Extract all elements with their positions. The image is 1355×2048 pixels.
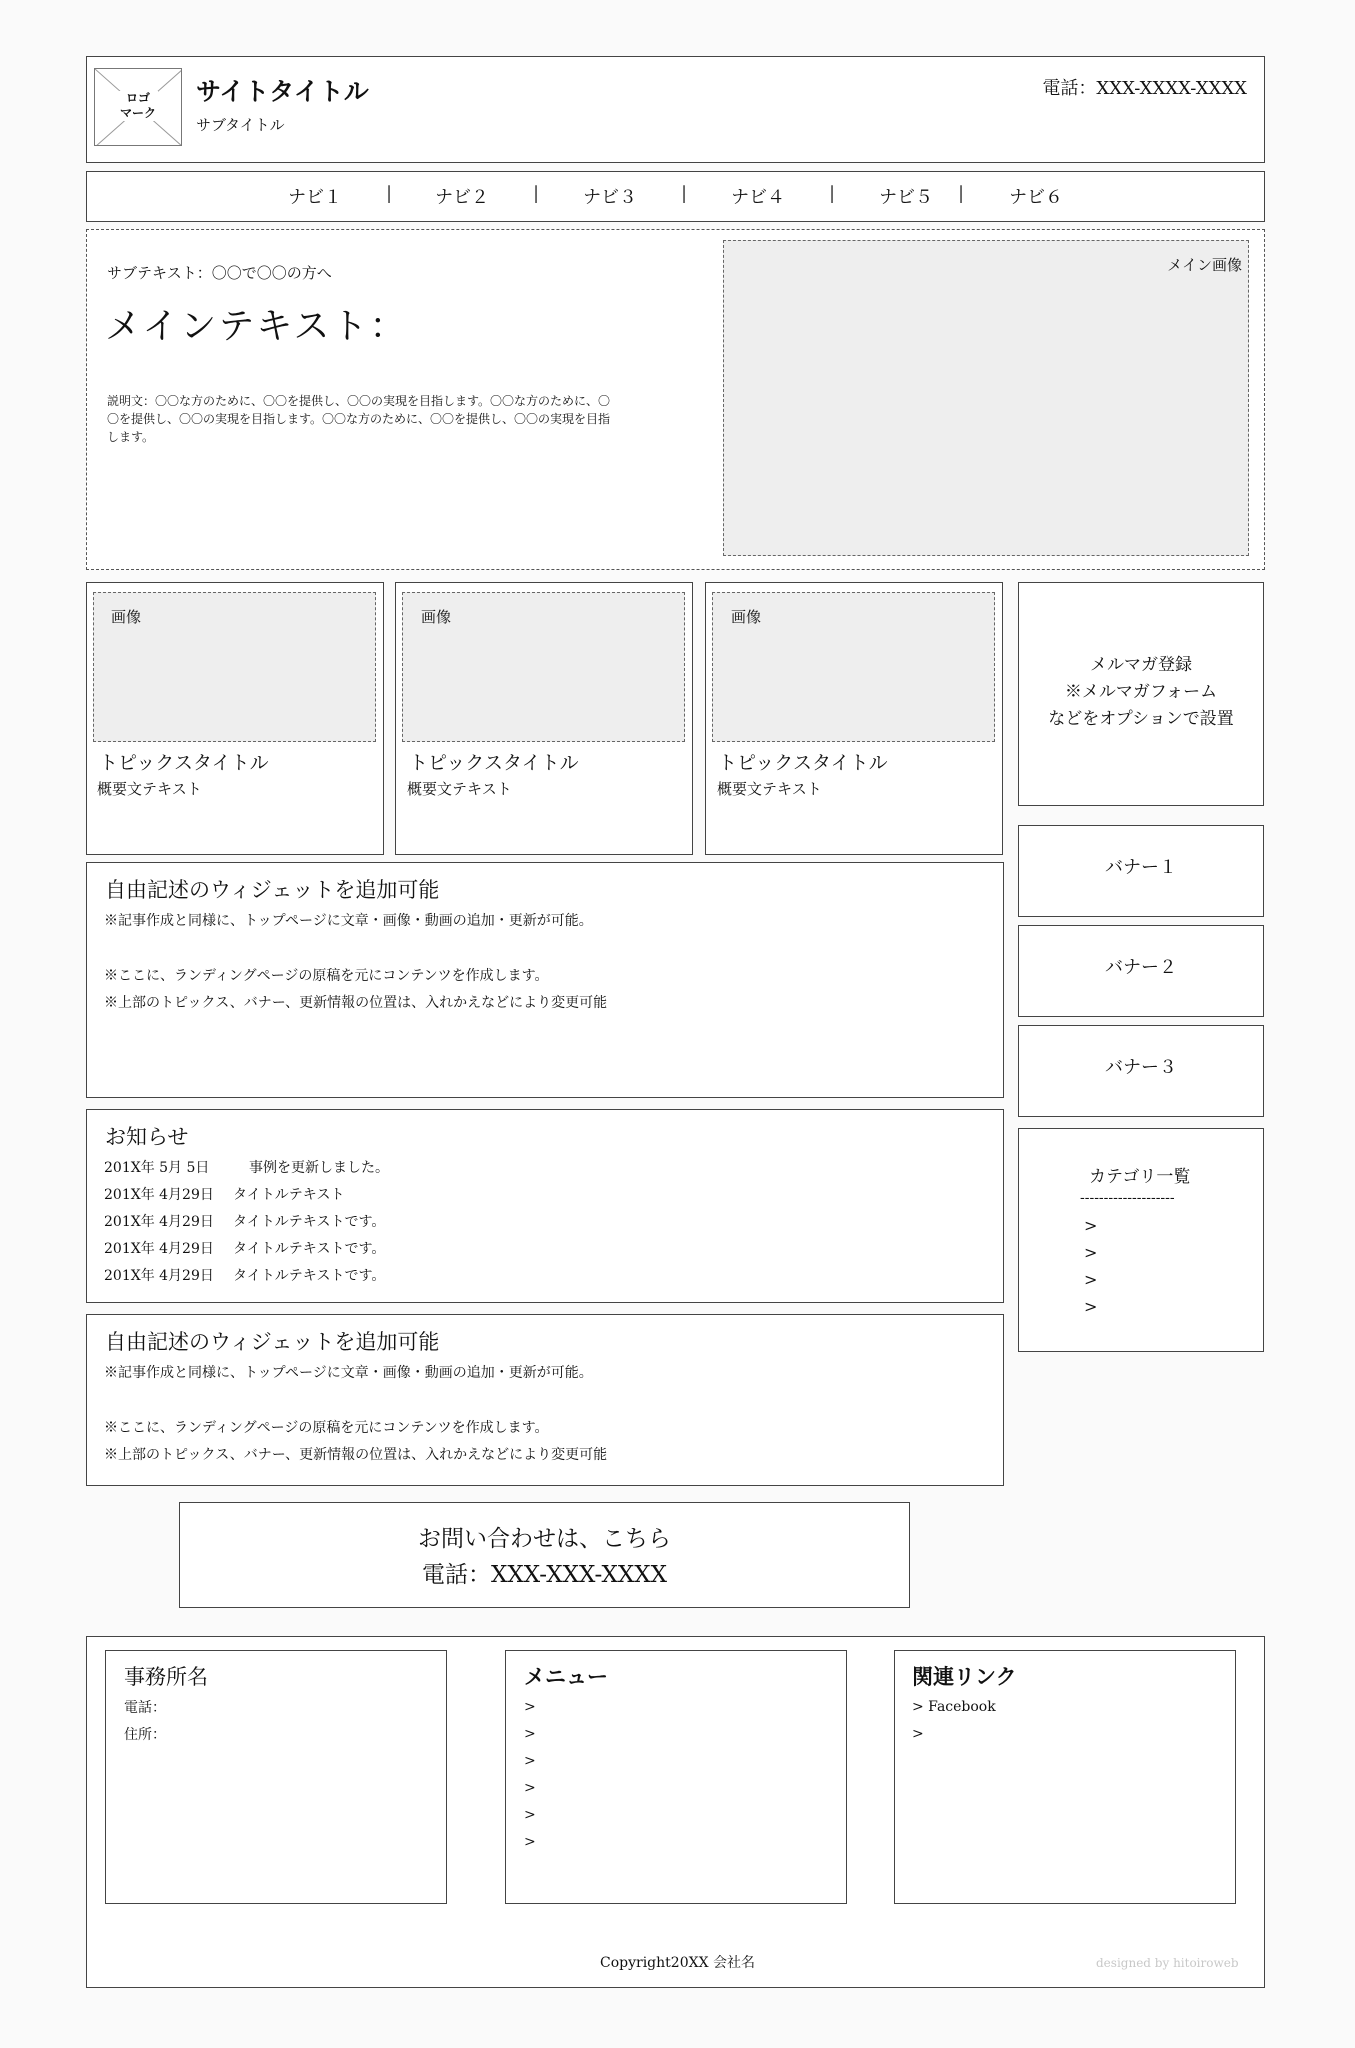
footer-menu-item[interactable]: > [524, 1834, 536, 1850]
footer-menu-title: メニュー [524, 1664, 608, 1689]
newsletter-line: などをオプションで設置 [1048, 709, 1234, 729]
news-title: お知らせ [105, 1125, 189, 1149]
footer-menu-list [524, 1694, 536, 1856]
category-item[interactable]: > [1084, 1297, 1098, 1316]
category-item[interactable]: > [1084, 1270, 1098, 1289]
nav-separator: | [533, 183, 540, 204]
hero-description-line: 説明文：〇〇な方のために、〇〇を提供し、〇〇の実現を目指します。〇〇な方のために、〇 [107, 394, 611, 408]
nav-separator: | [829, 183, 836, 204]
main-image[interactable] [723, 240, 1249, 556]
footer-link-item[interactable]: > [912, 1726, 924, 1742]
widget-title: 自由記述のウィジェットを追加可能 [105, 878, 440, 902]
footer-menu-item[interactable]: > [524, 1699, 536, 1715]
news-item-title[interactable]: タイトルテキスト [233, 1187, 345, 1203]
category-title: カテゴリ一覧 [1089, 1167, 1191, 1187]
newsletter-text [1018, 652, 1264, 733]
topic-summary: 概要文テキスト [717, 780, 822, 798]
banner-1-label: バナー１ [1105, 857, 1177, 878]
hero-subtext: サブテキスト：〇〇で〇〇の方へ [107, 264, 332, 282]
office-phone: 電話： [124, 1700, 166, 1716]
topic-title[interactable]: トピックスタイトル [409, 752, 579, 774]
widget-text-line: ※上部のトピックス、バナー、更新情報の位置は、入れかえなどにより変更可能 [104, 1447, 608, 1463]
global-nav [86, 171, 1265, 222]
widget-text-line: ※記事作成と同様に、トップページに文章・画像・動画の追加・更新が可能。 [104, 1365, 593, 1381]
logo-mark[interactable] [94, 68, 182, 146]
widget-text-line: ※ここに、ランディングページの原稿を元にコンテンツを作成します。 [104, 1420, 549, 1436]
nav-item-3[interactable]: ナビ３ [583, 187, 637, 208]
news-item-title[interactable]: タイトルテキストです。 [233, 1268, 386, 1284]
contact-box[interactable] [179, 1502, 910, 1608]
hero-description-line: します。 [107, 430, 155, 444]
nav-item-4[interactable]: ナビ４ [731, 187, 785, 208]
news-date: 201X年 5月 5日 [104, 1160, 210, 1176]
nav-item-6[interactable]: ナビ６ [1009, 187, 1063, 208]
footer-menu-item[interactable]: > [524, 1780, 536, 1796]
topic-image-label: 画像 [111, 608, 142, 626]
news-section [86, 1109, 1004, 1303]
newsletter-line: ※メルマガフォーム [1064, 682, 1218, 702]
topic-title[interactable]: トピックスタイトル [99, 752, 269, 774]
topic-image-label: 画像 [421, 608, 452, 626]
footer-links-list [912, 1694, 996, 1748]
contact-heading: お問い合わせは、こちら [418, 1526, 671, 1552]
topic-summary: 概要文テキスト [97, 780, 202, 798]
logo-text-line1: ロゴ [118, 91, 158, 106]
widget-title: 自由記述のウィジェットを追加可能 [105, 1330, 440, 1354]
topic-summary: 概要文テキスト [407, 780, 512, 798]
category-item[interactable]: > [1084, 1216, 1098, 1235]
news-item-title[interactable]: 事例を更新しました。 [249, 1160, 389, 1176]
designer-credit[interactable]: designed by hitoiroweb [1096, 1956, 1239, 1970]
footer-menu-item[interactable]: > [524, 1807, 536, 1823]
footer-links-title: 関連リンク [912, 1664, 1017, 1689]
banner-3-label: バナー３ [1105, 1057, 1177, 1078]
topic-title[interactable]: トピックスタイトル [718, 752, 888, 774]
copyright: Copyright20XX 会社名 [600, 1955, 755, 1971]
category-divider: -------------------- [1080, 1190, 1175, 1206]
widget-text-line: ※ここに、ランディングページの原稿を元にコンテンツを作成します。 [104, 968, 549, 984]
news-date: 201X年 4月29日 [104, 1268, 214, 1284]
hero-description-line: 〇を提供し、〇〇の実現を目指します。〇〇な方のために、〇〇を提供し、〇〇の実現を目指 [107, 412, 611, 426]
contact-phone: 電話：XXX-XXX-XXXX [421, 1562, 667, 1588]
main-image-label: メイン画像 [1167, 256, 1242, 274]
site-subtitle: サブタイトル [196, 116, 285, 134]
office-address: 住所： [124, 1727, 166, 1743]
widget-text-line: ※上部のトピックス、バナー、更新情報の位置は、入れかえなどにより変更可能 [104, 995, 608, 1011]
news-item-title[interactable]: タイトルテキストです。 [233, 1241, 386, 1257]
footer-link-facebook[interactable]: > Facebook [912, 1699, 996, 1715]
news-date: 201X年 4月29日 [104, 1214, 214, 1230]
office-name: 事務所名 [124, 1665, 208, 1689]
topic-image-label: 画像 [731, 608, 762, 626]
header-phone: 電話：XXX-XXXX-XXXX [1042, 78, 1247, 99]
nav-separator: | [681, 183, 688, 204]
category-item[interactable]: > [1084, 1243, 1098, 1262]
footer-menu-item[interactable]: > [524, 1726, 536, 1742]
nav-item-2[interactable]: ナビ２ [435, 187, 489, 208]
news-date: 201X年 4月29日 [104, 1187, 214, 1203]
nav-item-1[interactable]: ナビ１ [288, 187, 342, 208]
category-list [1084, 1212, 1097, 1320]
site-title[interactable]: サイトタイトル [196, 77, 369, 106]
nav-separator: | [958, 183, 965, 204]
nav-separator: | [386, 183, 393, 204]
footer-menu-item[interactable]: > [524, 1753, 536, 1769]
widget-text-line: ※記事作成と同様に、トップページに文章・画像・動画の追加・更新が可能。 [104, 913, 593, 929]
news-item-title[interactable]: タイトルテキストです。 [233, 1214, 386, 1230]
banner-2-label: バナー２ [1105, 957, 1177, 978]
newsletter-line: メルマガ登録 [1090, 655, 1192, 675]
hero-main-text: メインテキスト： [105, 306, 408, 347]
news-date: 201X年 4月29日 [104, 1241, 214, 1257]
nav-item-5[interactable]: ナビ５ [879, 187, 933, 208]
hero-description [107, 392, 610, 446]
logo-text-line2: マーク [119, 106, 156, 120]
